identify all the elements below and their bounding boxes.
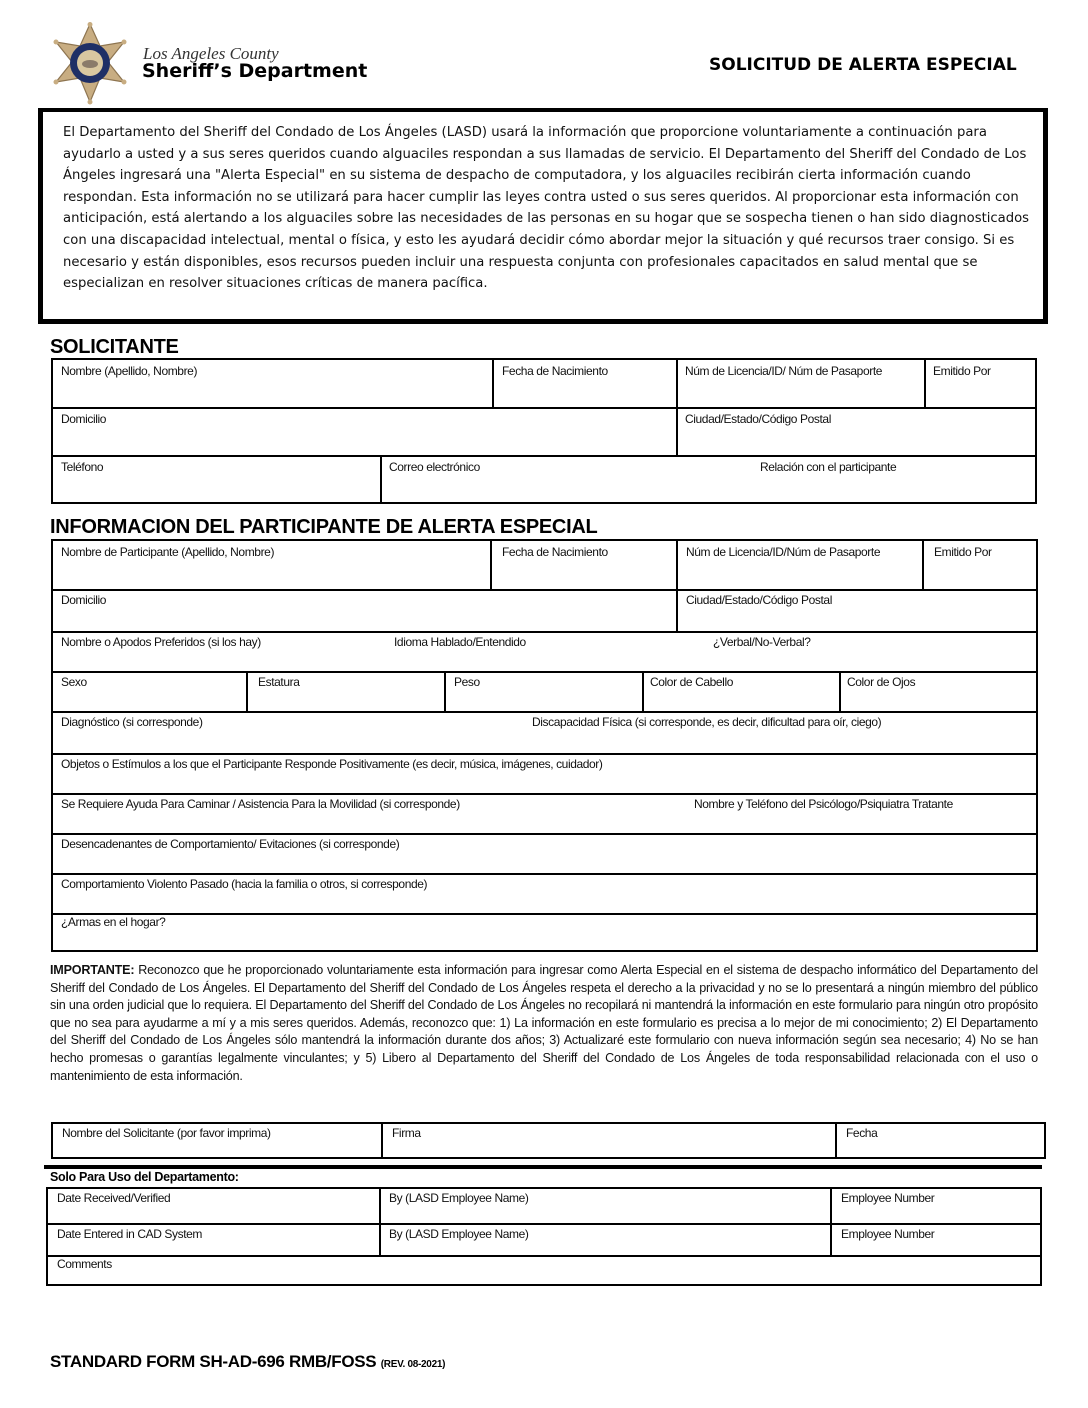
comments-field[interactable] <box>48 1257 1040 1284</box>
signature-label: Firma <box>392 1126 421 1140</box>
applicant-print-name-label: Nombre del Solicitante (por favor imprima) <box>62 1126 271 1140</box>
applicant-address-label: Domicilio <box>61 412 107 426</box>
participant-eyes-label: Color de Ojos <box>847 675 916 689</box>
sheriff-badge-logo <box>50 22 130 106</box>
participant-nicknames-label: Nombre o Apodos Preferidos (si los hay) <box>61 635 261 649</box>
star-badge-icon <box>50 22 130 106</box>
applicant-phone-label: Teléfono <box>61 460 104 474</box>
employee-number-2-field[interactable] <box>832 1225 1040 1255</box>
applicant-license-field[interactable] <box>678 360 924 407</box>
logo-department-text: Sheriff’s Department <box>142 60 368 82</box>
participant-hair-label: Color de Cabello <box>650 675 733 689</box>
date-received-label: Date Received/Verified <box>57 1191 171 1205</box>
participant-license-field[interactable] <box>678 541 922 589</box>
date-entered-field[interactable] <box>48 1225 379 1255</box>
employee-number-1-field[interactable] <box>832 1189 1040 1223</box>
participant-city-label: Ciudad/Estado/Código Postal <box>686 593 832 607</box>
participant-eyes-field[interactable] <box>841 673 1036 711</box>
participant-mobility-row[interactable] <box>53 795 1036 833</box>
participant-mobility-label: Se Requiere Ayuda Para Caminar / Asistencia Para la Movilidad (si corresponde) <box>61 797 460 811</box>
participant-weight-field[interactable] <box>446 673 642 711</box>
participant-verbal-label: ¿Verbal/No-Verbal? <box>713 635 811 649</box>
form-revision: (REV. 08-2021) <box>380 1359 446 1370</box>
intro-text: El Departamento del Sheriff del Condado de Los Ángeles (LASD) usará la información que proporcione voluntariamente a continuación para ayudarlo a usted y a sus seres queridos cuando alguaciles respondan a sus llamadas de servicio. El Departamento del Sheriff del Condado de Los Ángeles ingresará una "Alerta Especial" en su sistema de despacho de computadora, y los alguaciles recibirán cierta información cuando respondan. Esta información no se utilizará para hacer cumplir las leyes contra usted o sus seres queridos. Al proporcionar esta información con anticipación, está alertando a los alguaciles sobre las necesidades de las personas en su hogar que se sospecha tienen o han sido diagnosticados con una discapacidad intelectual, mental o física, y esto les ayudará decidir cómo abordar mejor la situación y qué recursos traer consigo. Si es necesario y están disponibles, esos recursos pueden incluir una respuesta conjunta con profesionales capacitados en salud mental que se especializan en resolver situaciones críticas de manera pacífica. <box>63 125 1030 292</box>
participant-stimuli-label: Objetos o Estímulos a los que el Participante Responde Positivamente (es decir, música, imágenes, cuidador) <box>61 757 603 771</box>
received-by-field[interactable] <box>381 1189 830 1223</box>
participant-psych-label: Nombre y Teléfono del Psicólogo/Psiquiatra Tratante <box>694 797 953 811</box>
participant-dob-field[interactable] <box>492 541 676 589</box>
participant-issued-by-field[interactable] <box>924 541 1036 589</box>
employee-number-1-label: Employee Number <box>841 1191 935 1205</box>
participant-triggers-label: Desencadenantes de Comportamiento/ Evitaciones (si corresponde) <box>61 837 400 851</box>
department-divider <box>44 1165 1042 1169</box>
participant-address-label: Domicilio <box>61 593 107 607</box>
applicant-city-label: Ciudad/Estado/Código Postal <box>685 412 831 426</box>
participant-sex-field[interactable] <box>53 673 246 711</box>
applicant-name-label: Nombre (Apellido, Nombre) <box>61 364 198 378</box>
form-title: SOLICITUD DE ALERTA ESPECIAL <box>709 55 1017 75</box>
important-label: IMPORTANTE: <box>50 963 135 977</box>
participant-triggers-field[interactable] <box>53 835 1036 873</box>
received-by-label: By (LASD Employee Name) <box>389 1191 529 1205</box>
applicant-table <box>51 358 1037 504</box>
applicant-email-label: Correo electrónico <box>389 460 480 474</box>
important-disclaimer <box>50 962 1038 1085</box>
applicant-address-field[interactable] <box>53 409 676 455</box>
participant-city-field[interactable] <box>678 591 1036 631</box>
participant-height-label: Estatura <box>258 675 300 689</box>
logo-county-text: Los Angeles County <box>143 44 279 63</box>
applicant-phone-field[interactable] <box>53 457 380 502</box>
applicant-dob-field[interactable] <box>494 360 676 407</box>
comments-label: Comments <box>57 1257 112 1271</box>
form-number <box>50 1352 445 1372</box>
participant-violent-label: Comportamiento Violento Pasado (hacia la familia o otros, si corresponde) <box>61 877 428 891</box>
participant-table <box>51 539 1038 952</box>
applicant-city-field[interactable] <box>678 409 1036 455</box>
participant-height-field[interactable] <box>248 673 444 711</box>
date-received-field[interactable] <box>48 1189 379 1223</box>
signature-date-field[interactable] <box>837 1124 1044 1157</box>
important-text: Reconozco que he proporcionado voluntariamente esta información para ingresar como Alerta Especial en el sistema de despacho informático del Departamento del Sheriff del Condado de Los Ángeles. El Departamento del Sheriff del Condado de Los Ángeles respeta el derecho a la privacidad y no se lo presentará a ningún miembro del público sin una orden judicial que lo requiera. El Departamento del Sheriff del Condado de Los Ángeles no recopilará ni mantendrá la información en este formulario para ningún otro propósito que no sea para ayudarme a mí y a mis seres queridos. Además, reconozco que: 1) La información en este formulario es precisa a lo mejor de mi conocimiento; 2) El Departamento del Sheriff del Condado de Los Ángeles sólo mantendrá la información durante dos años; 3) Actualizaré este formulario con nueva información según sea necesario; 4) No se han hecho promesas o garantías legalmente vinculantes; y 5) Libero al Departamento del Sheriff del Condado de Los Ángeles de toda responsabilidad relacionada con el uso o mantenimiento de esta información. <box>50 963 1038 1083</box>
employee-number-2-label: Employee Number <box>841 1227 935 1241</box>
participant-physical-label: Discapacidad Física (si corresponde, es decir, dificultad para oír, ciego) <box>532 715 882 729</box>
signature-date-label: Fecha <box>846 1126 878 1140</box>
participant-stimuli-field[interactable] <box>53 755 1036 793</box>
participant-diagnosis-row[interactable] <box>53 713 1036 753</box>
applicant-dob-label: Fecha de Nacimiento <box>502 364 608 378</box>
participant-address-field[interactable] <box>53 591 676 631</box>
participant-language-label: Idioma Hablado/Entendido <box>394 635 526 649</box>
date-entered-label: Date Entered in CAD System <box>57 1227 202 1241</box>
participant-hair-field[interactable] <box>644 673 839 711</box>
participant-dob-label: Fecha de Nacimiento <box>502 545 608 559</box>
department-table <box>46 1187 1042 1286</box>
entered-by-field[interactable] <box>381 1225 830 1255</box>
applicant-issued-by-field[interactable] <box>926 360 1036 407</box>
applicant-relation-label: Relación con el participante <box>760 460 897 474</box>
participant-name-field[interactable] <box>53 541 490 589</box>
applicant-print-name-field[interactable] <box>53 1124 381 1157</box>
entered-by-label: By (LASD Employee Name) <box>389 1227 529 1241</box>
participant-weapons-label: ¿Armas en el hogar? <box>61 915 166 929</box>
signature-table <box>51 1122 1046 1159</box>
participant-name-label: Nombre de Participante (Apellido, Nombre) <box>61 545 275 559</box>
form-number-text: STANDARD FORM SH-AD-696 RMB/FOSS <box>50 1352 377 1371</box>
participant-weight-label: Peso <box>454 675 480 689</box>
participant-diagnosis-label: Diagnóstico (si corresponde) <box>61 715 203 729</box>
participant-license-label: Núm de Licencia/ID/Núm de Pasaporte <box>686 545 881 559</box>
signature-field[interactable] <box>383 1124 835 1157</box>
participant-issued-by-label: Emitido Por <box>934 545 992 559</box>
department-section-title: Solo Para Uso del Departamento: <box>50 1170 239 1184</box>
applicant-issued-by-label: Emitido Por <box>933 364 991 378</box>
applicant-section-title: SOLICITANTE <box>50 336 179 358</box>
participant-violent-field[interactable] <box>53 875 1036 913</box>
applicant-email-field[interactable] <box>382 457 1036 502</box>
intro-notice-box <box>38 108 1048 324</box>
applicant-license-label: Núm de Licencia/ID/ Núm de Pasaporte <box>685 364 883 378</box>
applicant-name-field[interactable] <box>53 360 492 407</box>
participant-section-title: INFORMACION DEL PARTICIPANTE DE ALERTA ESPECIAL <box>50 516 598 538</box>
participant-weapons-field[interactable] <box>53 915 1036 950</box>
participant-nicknames-row[interactable] <box>53 633 1036 671</box>
participant-sex-label: Sexo <box>61 675 87 689</box>
